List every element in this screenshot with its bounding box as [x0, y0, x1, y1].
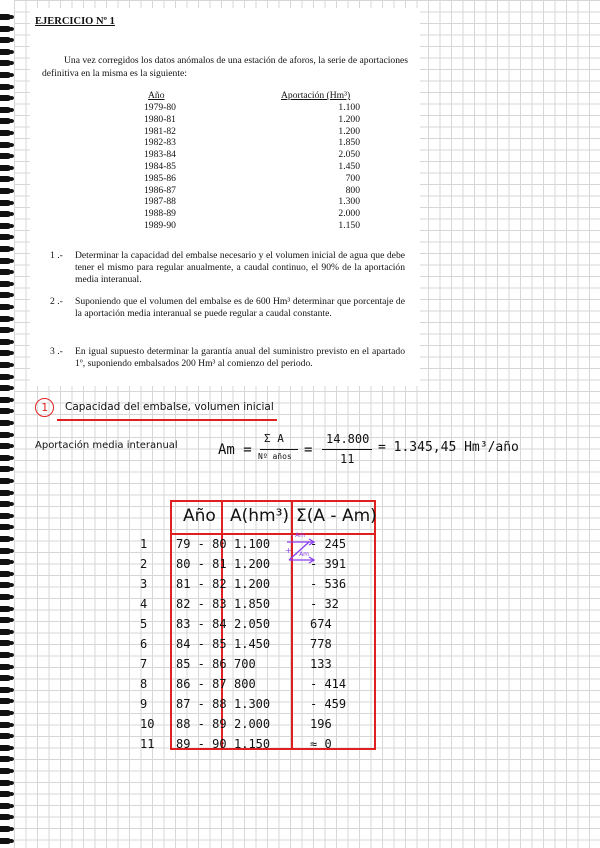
row-cumulative-diff: - 32	[310, 597, 339, 611]
data-row-value: 700	[345, 172, 360, 184]
table-header-year: Año	[183, 506, 216, 526]
binding-ring	[0, 304, 11, 310]
binding-ring	[0, 397, 11, 403]
data-row-year: 1982-83	[144, 137, 176, 149]
binding-ring	[0, 791, 11, 797]
binding-ring	[0, 687, 11, 693]
formula-result: = 1.345,45 Hm³/año	[378, 440, 519, 455]
binding-ring	[0, 72, 11, 78]
row-cumulative-diff: 133	[310, 657, 332, 671]
binding-ring	[0, 432, 11, 438]
row-number: 3	[140, 577, 148, 591]
binding-ring	[0, 84, 11, 90]
binding-ring	[0, 26, 11, 32]
binding-ring	[0, 142, 11, 148]
formula-numerator-1: Σ A	[264, 432, 284, 445]
binding-ring	[0, 664, 11, 670]
difference-annotation	[283, 532, 323, 572]
section-underline	[57, 419, 277, 421]
binding-ring	[0, 443, 11, 449]
section-label: Capacidad del embalse, volumen inicial	[65, 401, 274, 413]
data-header-aportacion: Aportación (Hm³)	[281, 90, 351, 101]
row-number: 4	[140, 597, 148, 611]
row-number: 1	[140, 537, 148, 551]
binding-ring	[0, 258, 11, 264]
formula-denominator-2: 11	[340, 452, 355, 466]
spiral-binding	[0, 0, 14, 848]
row-year: 85 - 86	[176, 657, 227, 671]
row-aportacion: 2.000	[234, 717, 271, 731]
binding-ring	[0, 606, 11, 612]
formula-lhs: Am =	[218, 442, 252, 458]
binding-ring	[0, 234, 11, 240]
binding-ring	[0, 385, 11, 391]
binding-ring	[0, 571, 11, 577]
intro-paragraph: Una vez corregidos los datos anómalos de una estación de aforos, la serie de aportaciones definitiva en la misma es la siguiente:	[42, 55, 408, 79]
binding-ring	[0, 269, 11, 275]
question-text: Determinar la capacidad del embalse necesario y el volumen inicial de agua que debe tener el mismo para regular anualmente, a caudal continuo, el 90% de la aportación media interanual.	[75, 250, 405, 285]
binding-ring	[0, 513, 11, 519]
annotation-plus: +	[285, 546, 292, 555]
row-number: 10	[140, 717, 155, 731]
binding-ring	[0, 803, 11, 809]
binding-ring	[0, 316, 11, 322]
binding-ring	[0, 826, 11, 832]
row-year: 87 - 88	[176, 697, 227, 711]
formula-denominator-1: Nº años	[258, 452, 292, 461]
row-number: 2	[140, 557, 148, 571]
binding-ring	[0, 165, 11, 171]
data-row-value: 1.100	[338, 102, 360, 113]
row-cumulative-diff: - 414	[310, 677, 347, 691]
data-row-value: 1.300	[338, 196, 360, 208]
binding-ring	[0, 118, 11, 124]
binding-ring	[0, 130, 11, 136]
section-number-circle: 1	[35, 398, 54, 417]
binding-ring	[0, 768, 11, 774]
row-aportacion: 1.200	[234, 577, 271, 591]
binding-ring	[0, 490, 11, 496]
binding-ring	[0, 455, 11, 461]
data-row-year: 1981-82	[144, 125, 176, 137]
data-row-year: 1987-88	[144, 196, 176, 208]
binding-ring	[0, 60, 11, 66]
data-row-year: 1980-81	[144, 113, 176, 125]
data-row-value: 2.000	[338, 208, 360, 220]
fraction-bar	[260, 449, 298, 450]
row-aportacion: 1.100	[234, 537, 271, 551]
binding-ring	[0, 722, 11, 728]
data-row-value: 1.450	[338, 161, 360, 172]
row-cumulative-diff: - 245	[310, 537, 347, 551]
binding-ring	[0, 176, 11, 182]
data-row-year: 1979-80	[144, 102, 176, 113]
row-year: 89 - 90	[176, 737, 227, 751]
binding-ring	[0, 49, 11, 55]
binding-ring	[0, 374, 11, 380]
binding-ring	[0, 281, 11, 287]
binding-ring	[0, 188, 11, 194]
row-aportacion: 800	[234, 677, 256, 691]
question-3	[50, 346, 405, 370]
binding-ring	[0, 501, 11, 507]
table-header-line	[170, 533, 376, 535]
data-row-value: 1.200	[338, 113, 360, 125]
binding-ring	[0, 710, 11, 716]
aportacion-label: Aportación media interanual	[35, 440, 178, 451]
binding-ring	[0, 362, 11, 368]
binding-ring	[0, 594, 11, 600]
row-aportacion: 1.150	[234, 737, 271, 751]
row-year: 81 - 82	[176, 577, 227, 591]
data-row-year: 1985-86	[144, 172, 176, 184]
data-row-year: 1989-90	[144, 220, 176, 231]
binding-ring	[0, 466, 11, 472]
table-header-sum: Σ(A - Am)	[296, 506, 377, 526]
binding-ring	[0, 814, 11, 820]
binding-ring	[0, 780, 11, 786]
question-number: 3 .-	[50, 346, 63, 357]
data-row-value: 1.150	[338, 220, 360, 231]
binding-ring	[0, 745, 11, 751]
question-1	[50, 250, 405, 286]
row-cumulative-diff: - 459	[310, 697, 347, 711]
binding-ring	[0, 246, 11, 252]
question-2	[50, 296, 405, 320]
binding-ring	[0, 478, 11, 484]
table-header-a: A(hm³)	[230, 506, 290, 526]
binding-ring	[0, 652, 11, 658]
binding-ring	[0, 153, 11, 159]
mean-formula	[218, 432, 598, 472]
binding-ring	[0, 559, 11, 565]
fraction-bar	[322, 449, 372, 450]
exercise-title: EJERCICIO Nº 1	[35, 16, 115, 27]
formula-numerator-2: 14.800	[326, 432, 370, 446]
row-number: 9	[140, 697, 148, 711]
data-row-year: 1988-89	[144, 208, 176, 220]
row-aportacion: 700	[234, 657, 256, 671]
binding-ring	[0, 408, 11, 414]
row-year: 80 - 81	[176, 557, 227, 571]
table-border-left	[170, 500, 172, 750]
table-border-right	[374, 500, 376, 750]
binding-ring	[0, 698, 11, 704]
table-border-top	[170, 500, 376, 502]
binding-ring	[0, 350, 11, 356]
binding-ring	[0, 14, 11, 20]
binding-ring	[0, 420, 11, 426]
row-cumulative-diff: ≈ 0	[310, 737, 332, 751]
binding-ring	[0, 640, 11, 646]
handwritten-table	[140, 500, 377, 751]
data-row-year: 1983-84	[144, 149, 176, 161]
row-number: 11	[140, 737, 155, 751]
binding-ring	[0, 756, 11, 762]
row-cumulative-diff: - 536	[310, 577, 347, 591]
exercise-sheet	[30, 8, 420, 386]
data-row-value: 1.850	[338, 137, 360, 149]
row-aportacion: 1.450	[234, 637, 271, 651]
row-number: 7	[140, 657, 148, 671]
row-cumulative-diff: 674	[310, 617, 332, 631]
binding-ring	[0, 107, 11, 113]
row-year: 82 - 83	[176, 597, 227, 611]
row-aportacion: 1.300	[234, 697, 271, 711]
binding-ring	[0, 524, 11, 530]
binding-ring	[0, 617, 11, 623]
binding-ring	[0, 292, 11, 298]
row-aportacion: 2.050	[234, 617, 271, 631]
question-number: 1 .-	[50, 250, 63, 261]
row-year: 84 - 85	[176, 637, 227, 651]
row-year: 88 - 89	[176, 717, 227, 731]
binding-ring	[0, 95, 11, 101]
row-year: 86 - 87	[176, 677, 227, 691]
binding-ring	[0, 675, 11, 681]
row-number: 5	[140, 617, 148, 631]
data-row-value: 1.200	[338, 125, 360, 137]
question-number: 2 .-	[50, 296, 63, 307]
binding-ring	[0, 629, 11, 635]
annotation-minus-am: - Am	[291, 532, 306, 539]
data-row-value: 2.050	[338, 149, 360, 161]
data-row-year: 1984-85	[144, 161, 176, 172]
row-cumulative-diff: 196	[310, 717, 332, 731]
data-header-year: Año	[148, 90, 165, 101]
binding-ring	[0, 37, 11, 43]
binding-ring	[0, 548, 11, 554]
binding-ring	[0, 223, 11, 229]
row-aportacion: 1.200	[234, 557, 271, 571]
question-text: En igual supuesto determinar la garantía anual del suministro previsto en el apartado 1º, suponiendo embalsados 200 Hm³ al comienzo del periodo.	[75, 346, 405, 369]
row-number: 6	[140, 637, 148, 651]
question-text: Suponiendo que el volumen del embalse es de 600 Hm³ determinar que porcentaje de la aportación media interanual se puede regular a caudal constante.	[75, 296, 405, 319]
row-number: 8	[140, 677, 148, 691]
binding-ring	[0, 211, 11, 217]
binding-ring	[0, 838, 11, 844]
binding-ring	[0, 582, 11, 588]
data-row-year: 1986-87	[144, 184, 176, 196]
row-year: 79 - 80	[176, 537, 227, 551]
row-cumulative-diff: - 391	[310, 557, 347, 571]
row-cumulative-diff: 778	[310, 637, 332, 651]
binding-ring	[0, 536, 11, 542]
formula-equals: =	[304, 442, 313, 458]
binding-ring	[0, 339, 11, 345]
row-year: 83 - 84	[176, 617, 227, 631]
binding-ring	[0, 327, 11, 333]
annotation-plus-am: - Am	[295, 551, 310, 558]
binding-ring	[0, 733, 11, 739]
data-row-value: 800	[345, 184, 360, 196]
binding-ring	[0, 200, 11, 206]
row-aportacion: 1.850	[234, 597, 271, 611]
